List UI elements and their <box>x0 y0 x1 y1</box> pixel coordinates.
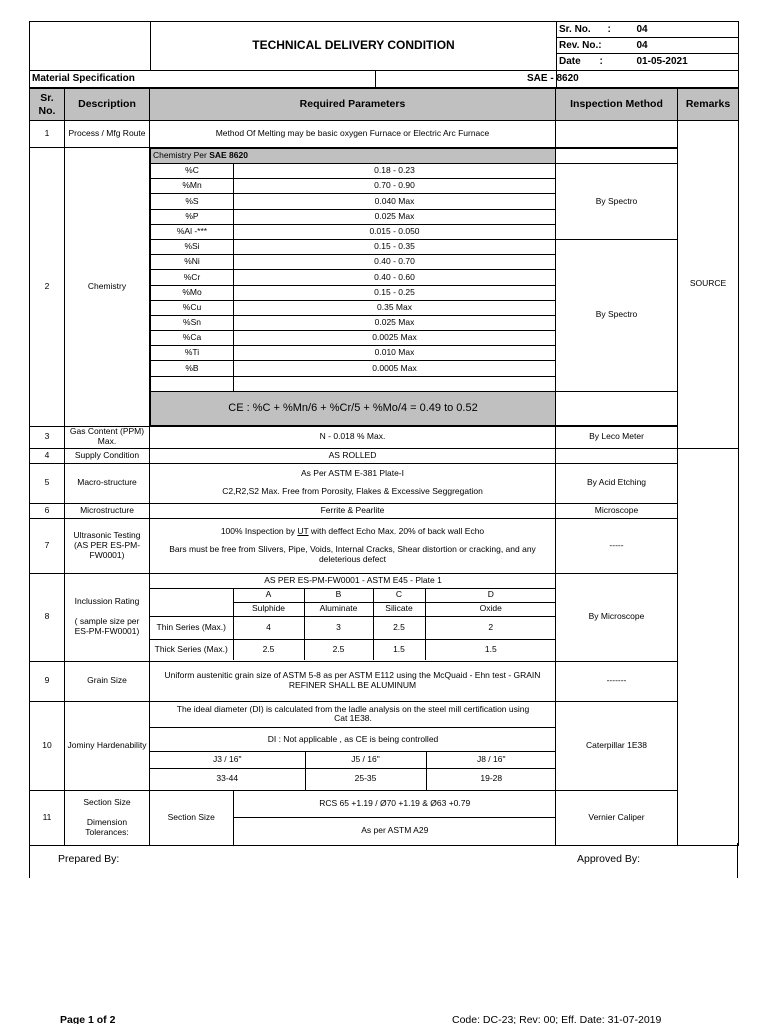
row-inspection: By Microscope <box>556 573 678 661</box>
row-requirement: Uniform austenitic grain size of ASTM 5-8 as per ASTM E112 using the McQuaid - Ehn test - GRAIN REFINER SHALL BE ALUMINUM <box>150 661 556 701</box>
element-symbol: %Al -*** <box>151 224 234 239</box>
inclusion-table: AS PER ES-PM-FW0001 - ASTM E45 - Plate 1 A B C D Sulphide Aluminate Silicate Oxide Thin Series (Max.) 4 3 2.5 2 Thick Series (Max.) 2.5 2.5 1.5 1.5 <box>150 574 556 660</box>
element-symbol: %Si <box>151 239 234 254</box>
element-symbol: %P <box>151 209 234 224</box>
row-description: Inclussion Rating ( sample size per ES-PM-FW0001) <box>65 573 150 661</box>
row-number: 6 <box>30 503 65 518</box>
col-remarks: Remarks <box>678 89 739 121</box>
thin-series-label: Thin Series (Max.) <box>150 616 233 639</box>
row-description: Grain Size <box>65 661 150 701</box>
element-range: 0.15 - 0.25 <box>234 285 556 300</box>
row-description: Gas Content (PPM) Max. <box>65 426 150 448</box>
sr-no-label: Sr. No. <box>559 23 591 35</box>
col-description: Description <box>65 89 150 121</box>
row-number: 10 <box>30 701 65 790</box>
element-range: 0.025 Max <box>234 209 556 224</box>
chemistry-row <box>151 239 678 254</box>
col-sr-no: Sr. No. <box>30 89 65 121</box>
row-inspection: By Acid Etching <box>556 463 678 503</box>
tdc-document <box>29 21 738 846</box>
rev-no-value: 04 <box>635 38 739 54</box>
approved-by-label: Approved By: <box>577 853 641 865</box>
header-table <box>29 21 739 88</box>
row-requirement: C2,R2,S2 Max. Free from Porosity, Flakes & Excessive Seggregation <box>222 486 483 497</box>
col-required-parameters: Required Parameters <box>150 89 556 121</box>
carbon-equivalent: CE : %C + %Mn/6 + %Cr/5 + %Mo/4 = 0.49 to 0.52 <box>151 391 556 425</box>
row-description: Chemistry <box>65 148 150 427</box>
page-number: Page 1 of 2 <box>60 1014 116 1024</box>
row-inspection: ----- <box>556 518 678 573</box>
chemistry-inspection: By Spectro <box>556 239 678 391</box>
row-requirement: As Per ASTM E-381 Plate-I <box>301 468 404 479</box>
table-row <box>30 121 739 148</box>
row-description: Section Size Dimension Tolerances: <box>65 790 150 845</box>
row-description: Macro-structure <box>65 463 150 503</box>
element-range: 0.18 - 0.23 <box>234 164 556 179</box>
row-requirement: Ferrite & Pearlite <box>150 503 556 518</box>
sr-no-sep: : <box>607 23 611 35</box>
thick-series-label: Thick Series (Max.) <box>150 639 233 660</box>
material-spec-label: Material Specification <box>30 71 376 88</box>
element-range: 0.015 - 0.050 <box>234 224 556 239</box>
element-range: 0.0025 Max <box>234 331 556 346</box>
row-description: Ultrasonic Testing (AS PER ES-PM-FW0001) <box>65 518 150 573</box>
chemistry-table <box>150 148 678 426</box>
table-row <box>30 790 739 845</box>
row-inspection: Caterpillar 1E38 <box>556 701 678 790</box>
chemistry-row <box>151 164 678 179</box>
document-code: Code: DC-23; Rev: 00; Eff. Date: 31-07-2019 <box>452 1014 662 1024</box>
material-spec-value: SAE - 8620 <box>527 73 579 85</box>
row-number: 5 <box>30 463 65 503</box>
row-requirement: AS ROLLED <box>150 448 556 463</box>
table-row <box>30 503 739 518</box>
element-symbol: %Cr <box>151 270 234 285</box>
element-range: 0.010 Max <box>234 346 556 361</box>
date-sep: : <box>599 56 603 68</box>
row-requirement: Bars must be free from Slivers, Pipe, Voids, Internal Cracks, Shear distortion or cracking, and any deleterious defect <box>169 543 536 564</box>
element-range: 0.15 - 0.35 <box>234 239 556 254</box>
element-range: 0.025 Max <box>234 315 556 330</box>
table-row <box>30 518 739 573</box>
row-number: 11 <box>30 790 65 845</box>
element-range: 0.35 Max <box>234 300 556 315</box>
col-inspection-method: Inspection Method <box>556 89 678 121</box>
table-row <box>30 701 739 790</box>
remarks-source: SOURCE <box>678 121 739 449</box>
element-range: 0.040 Max <box>234 194 556 209</box>
logo-cell <box>30 22 151 71</box>
row-number: 3 <box>30 426 65 448</box>
row-requirement: Method Of Melting may be basic oxygen Furnace or Electric Arc Furnace <box>150 121 556 148</box>
row-number: 2 <box>30 148 65 427</box>
row-description: Jominy Hardenability <box>65 701 150 790</box>
element-symbol: %Mn <box>151 179 234 194</box>
table-row <box>30 426 739 448</box>
chemistry-inspection: By Spectro <box>556 164 678 240</box>
table-row <box>30 463 739 503</box>
signature-row <box>29 843 738 878</box>
row-number: 7 <box>30 518 65 573</box>
date-value: 01-05-2021 <box>635 54 739 71</box>
row-number: 4 <box>30 448 65 463</box>
table-row <box>30 148 739 427</box>
row-requirement: N - 0.018 % Max. <box>150 426 556 448</box>
section-size-table: Section Size RCS 65 +1.19 / Ø70 +1.19 & Ø63 +0.79 As per ASTM A29 <box>150 791 556 845</box>
element-symbol: %Sn <box>151 315 234 330</box>
row-number: 9 <box>30 661 65 701</box>
row-inspection: Vernier Caliper <box>556 790 678 845</box>
element-symbol: %Ni <box>151 255 234 270</box>
row-description: Supply Condition <box>65 448 150 463</box>
element-symbol: %Mo <box>151 285 234 300</box>
element-symbol: %C <box>151 164 234 179</box>
element-range: 0.0005 Max <box>234 361 556 376</box>
row-inspection: By Leco Meter <box>556 426 678 448</box>
sr-no-value: 04 <box>635 22 739 38</box>
element-symbol: %Cu <box>151 300 234 315</box>
date-label: Date <box>559 56 581 68</box>
rev-no-label: Rev. No.: <box>557 38 635 54</box>
element-symbol: %S <box>151 194 234 209</box>
row-inspection: Microscope <box>556 503 678 518</box>
row-requirement: 100% Inspection by UT with deffect Echo Max. 20% of back wall Echo <box>220 525 485 536</box>
parameters-table <box>29 88 739 846</box>
prepared-by-label: Prepared By: <box>58 853 120 865</box>
document-title: TECHNICAL DELIVERY CONDITION <box>151 22 557 71</box>
inclusion-title: AS PER ES-PM-FW0001 - ASTM E45 - Plate 1 <box>150 574 556 588</box>
row-description: Process / Mfg Route <box>65 121 150 148</box>
table-row <box>30 661 739 701</box>
row-number: 1 <box>30 121 65 148</box>
element-range: 0.40 - 0.60 <box>234 270 556 285</box>
row-description: Microstructure <box>65 503 150 518</box>
element-range: 0.40 - 0.70 <box>234 255 556 270</box>
element-symbol: %Ca <box>151 331 234 346</box>
table-row <box>30 573 739 661</box>
element-range: 0.70 - 0.90 <box>234 179 556 194</box>
table-row <box>30 448 739 463</box>
chemistry-header: Chemistry Per SAE 8620 <box>151 149 556 164</box>
row-inspection: ------- <box>556 661 678 701</box>
element-symbol: %B <box>151 361 234 376</box>
jominy-table: The ideal diameter (DI) is calculated from the ladle analysis on the steel mill certification using Cat 1E38. DI : Not applicable , as CE is being controlled J3 / 16" J5 / 16" J8 / 16" 33-44 25-35 19-28 <box>150 702 556 790</box>
row-number: 8 <box>30 573 65 661</box>
element-symbol: %Ti <box>151 346 234 361</box>
